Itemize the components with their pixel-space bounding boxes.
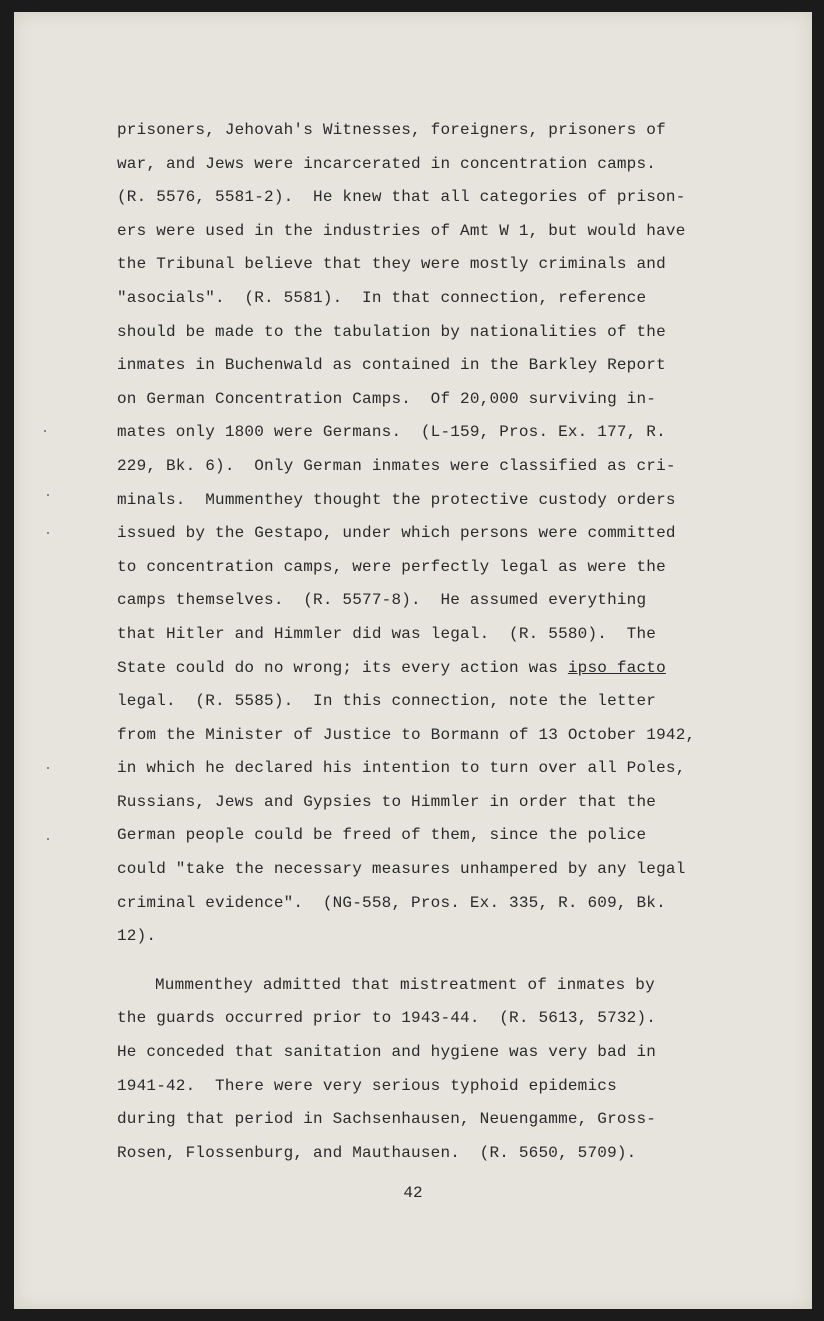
- text-line: 229, Bk. 6). Only German inmates were classified as cri-: [117, 456, 676, 475]
- paragraph-2: [117, 969, 717, 1171]
- text-line: mates only 1800 were Germans. (L-159, Pros. Ex. 177, R.: [117, 423, 666, 442]
- text-line-with-underline: [117, 652, 717, 686]
- text-line: Rosen, Flossenburg, and Mauthausen. (R. 5650, 5709).: [117, 1143, 637, 1162]
- text-line: the Tribunal believe that they were mostly criminals and: [117, 255, 666, 274]
- text-line: legal. (R. 5585). In this connection, note the letter: [117, 692, 657, 711]
- text-line: that Hitler and Himmler did was legal. (R. 5580). The: [117, 624, 657, 643]
- page-number: 42: [403, 1184, 423, 1202]
- margin-mark: [47, 767, 49, 769]
- text-line: criminal evidence". (NG-558, Pros. Ex. 335, R. 609, Bk.: [117, 893, 666, 912]
- text-line: could "take the necessary measures unhampered by any legal: [117, 860, 686, 879]
- text-segment: State could do no wrong; its every action was: [117, 658, 568, 677]
- text-line: on German Concentration Camps. Of 20,000 surviving in-: [117, 389, 657, 408]
- text-line: the guards occurred prior to 1943-44. (R. 5613, 5732).: [117, 1009, 657, 1028]
- body-text: [117, 114, 717, 1170]
- text-line: Mummenthey admitted that mistreatment of inmates by: [155, 975, 655, 994]
- text-line: war, and Jews were incarcerated in concentration camps.: [117, 154, 657, 173]
- text-line: issued by the Gestapo, under which persons were committed: [117, 524, 676, 543]
- text-line: ers were used in the industries of Amt W 1, but would have: [117, 221, 686, 240]
- margin-mark: [47, 532, 49, 534]
- text-line: 12).: [117, 927, 157, 946]
- text-line: Russians, Jews and Gypsies to Himmler in order that the: [117, 792, 657, 811]
- text-line: from the Minister of Justice to Bormann of 13 October 1942,: [117, 725, 696, 744]
- text-line: minals. Mummenthey thought the protective custody orders: [117, 490, 676, 509]
- text-line: should be made to the tabulation by nationalities of the: [117, 322, 666, 341]
- paragraph-gap: [117, 954, 717, 969]
- text-line: "asocials". (R. 5581). In that connection, reference: [117, 288, 647, 307]
- text-line: 1941-42. There were very serious typhoid epidemics: [117, 1076, 617, 1095]
- margin-mark: [47, 494, 49, 496]
- margin-mark: [44, 430, 46, 432]
- text-line: German people could be freed of them, since the police: [117, 826, 647, 845]
- paragraph-1: [117, 114, 717, 954]
- text-line: He conceded that sanitation and hygiene was very bad in: [117, 1043, 657, 1062]
- text-line: prisoners, Jehovah's Witnesses, foreigners, prisoners of: [117, 121, 666, 139]
- underlined-phrase: ipso facto: [567, 658, 666, 677]
- text-line: camps themselves. (R. 5577-8). He assumed everything: [117, 591, 647, 610]
- document-page: [14, 12, 812, 1309]
- text-line: during that period in Sachsenhausen, Neuengamme, Gross-: [117, 1110, 657, 1129]
- margin-mark: [47, 838, 49, 840]
- text-line: in which he declared his intention to turn over all Poles,: [117, 759, 686, 778]
- text-line: to concentration camps, were perfectly legal as were the: [117, 557, 666, 576]
- text-line: (R. 5576, 5581-2). He knew that all categories of prison-: [117, 188, 686, 207]
- text-line: inmates in Buchenwald as contained in the Barkley Report: [117, 356, 666, 375]
